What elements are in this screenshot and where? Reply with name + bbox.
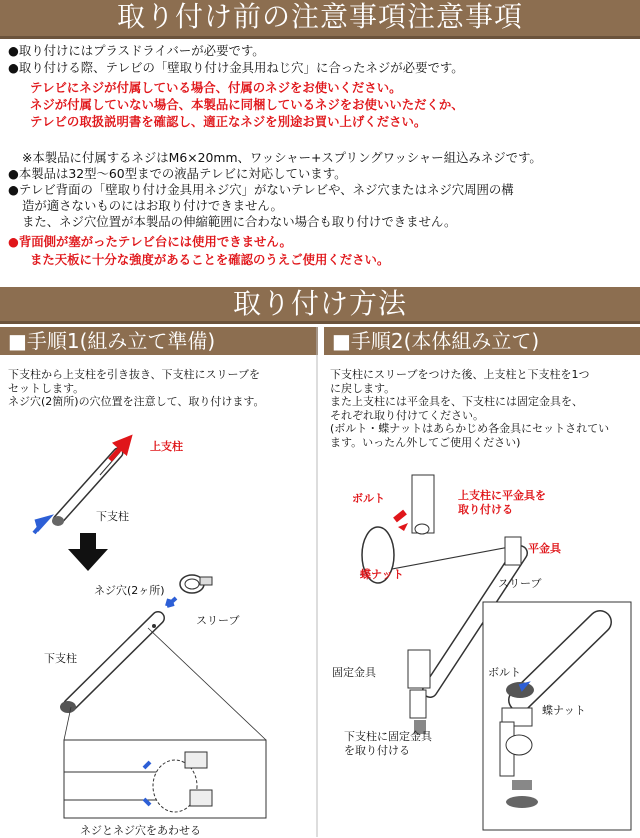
caption-align-screws: ネジとネジ穴をあわせる <box>80 824 201 837</box>
note-no-holes-cont: 造が適さないものにはお取り付けできません。 <box>22 198 283 213</box>
note-no-holes: ● テレビ背面の「壁取り付け金具用ネジ穴」がないテレビや、ネジ穴またはネジ穴周囲の構 <box>8 182 514 198</box>
label-wingnut-1: 蝶ナット <box>360 568 404 581</box>
label-screw-holes: ネジ穴(2ヶ所) <box>94 584 165 597</box>
note-screwdriver: ● 取り付けにはプラスドライバーが必要です。 <box>8 43 265 59</box>
blue-arrow-icon <box>34 518 48 533</box>
label-wingnut-2: 蝶ナット <box>542 704 586 717</box>
label-upper-pole: 上支柱 <box>150 440 183 453</box>
note-red-2: ネジが付属していない場合、本製品に同梱しているネジをお使いいただくか、 <box>30 97 464 112</box>
label-flat-attach-2: 取り付ける <box>458 503 513 516</box>
sleeve-arrow-icon <box>167 598 176 606</box>
note-tv-size: ● 本製品は32型～60型までの液晶テレビに対応しています。 <box>8 166 346 182</box>
step1-title: ■手順1(組み立て準備) <box>0 327 318 355</box>
label-attach-fixed-2: を取り付ける <box>344 744 410 757</box>
label-flat-bracket: 平金具 <box>528 542 561 555</box>
step2-text: 下支柱にスリーブをつけた後、上支柱と下支柱を1つ に戻します。 また上支柱には平金具を、下支柱には固定金具を、 それぞれ取り付けてください。 (ボルト・蝶ナットはあらかじめ各金具にセットされてい ます。いったん外してご使用ください) <box>330 368 610 449</box>
note-red-1: テレビにネジが付属している場合、付属のネジをお使いください。 <box>30 80 402 95</box>
note-range: また、ネジ穴位置が本製品の伸縮範囲に合わない場合も取り付けできません。 <box>22 214 457 229</box>
sleeve-illustration <box>180 575 212 593</box>
precautions-banner: 取り付け前の注意事項注意事項 <box>0 0 640 39</box>
note-included-screw: ※本製品に付属するネジはM6×20mm、ワッシャー+スプリングワッシャー組込みネジです。 <box>22 150 542 165</box>
label-bolt-1: ボルト <box>352 492 385 505</box>
method-banner: 取り付け方法 <box>0 287 640 324</box>
label-flat-attach-1: 上支柱に平金具を <box>458 489 546 502</box>
label-bolt-2: ボルト <box>488 666 521 679</box>
step2-title: ■手順2(本体組み立て) <box>324 327 640 355</box>
label-fixed-bracket: 固定金具 <box>332 666 376 679</box>
note-red-4: ● 背面側が塞がったテレビ台には使用できません。 <box>8 234 292 250</box>
label-lower-pole-1: 下支柱 <box>96 510 129 523</box>
label-sleeve-2: スリーブ <box>498 577 542 590</box>
label-sleeve-1: スリーブ <box>196 614 240 627</box>
down-arrow-icon <box>68 533 108 571</box>
note-red-3: テレビの取扱説明書を確認し、適正なネジを別途お買い上げください。 <box>30 114 427 129</box>
label-attach-fixed-1: 下支柱に固定金具 <box>344 730 432 743</box>
note-red-5: また天板に十分な強度があることを確認のうえご使用ください。 <box>30 252 390 267</box>
note-screw-required: ● 取り付ける際、テレビの「壁取り付け金具用ねじ穴」に合ったネジが必要です。 <box>8 60 464 76</box>
step1-text: 下支柱から上支柱を引き抜き、下支柱にスリーブを セットします。 ネジ穴(2箇所)の穴位置を注意して、取り付けます。 <box>8 368 265 408</box>
label-lower-pole-2: 下支柱 <box>44 652 77 665</box>
